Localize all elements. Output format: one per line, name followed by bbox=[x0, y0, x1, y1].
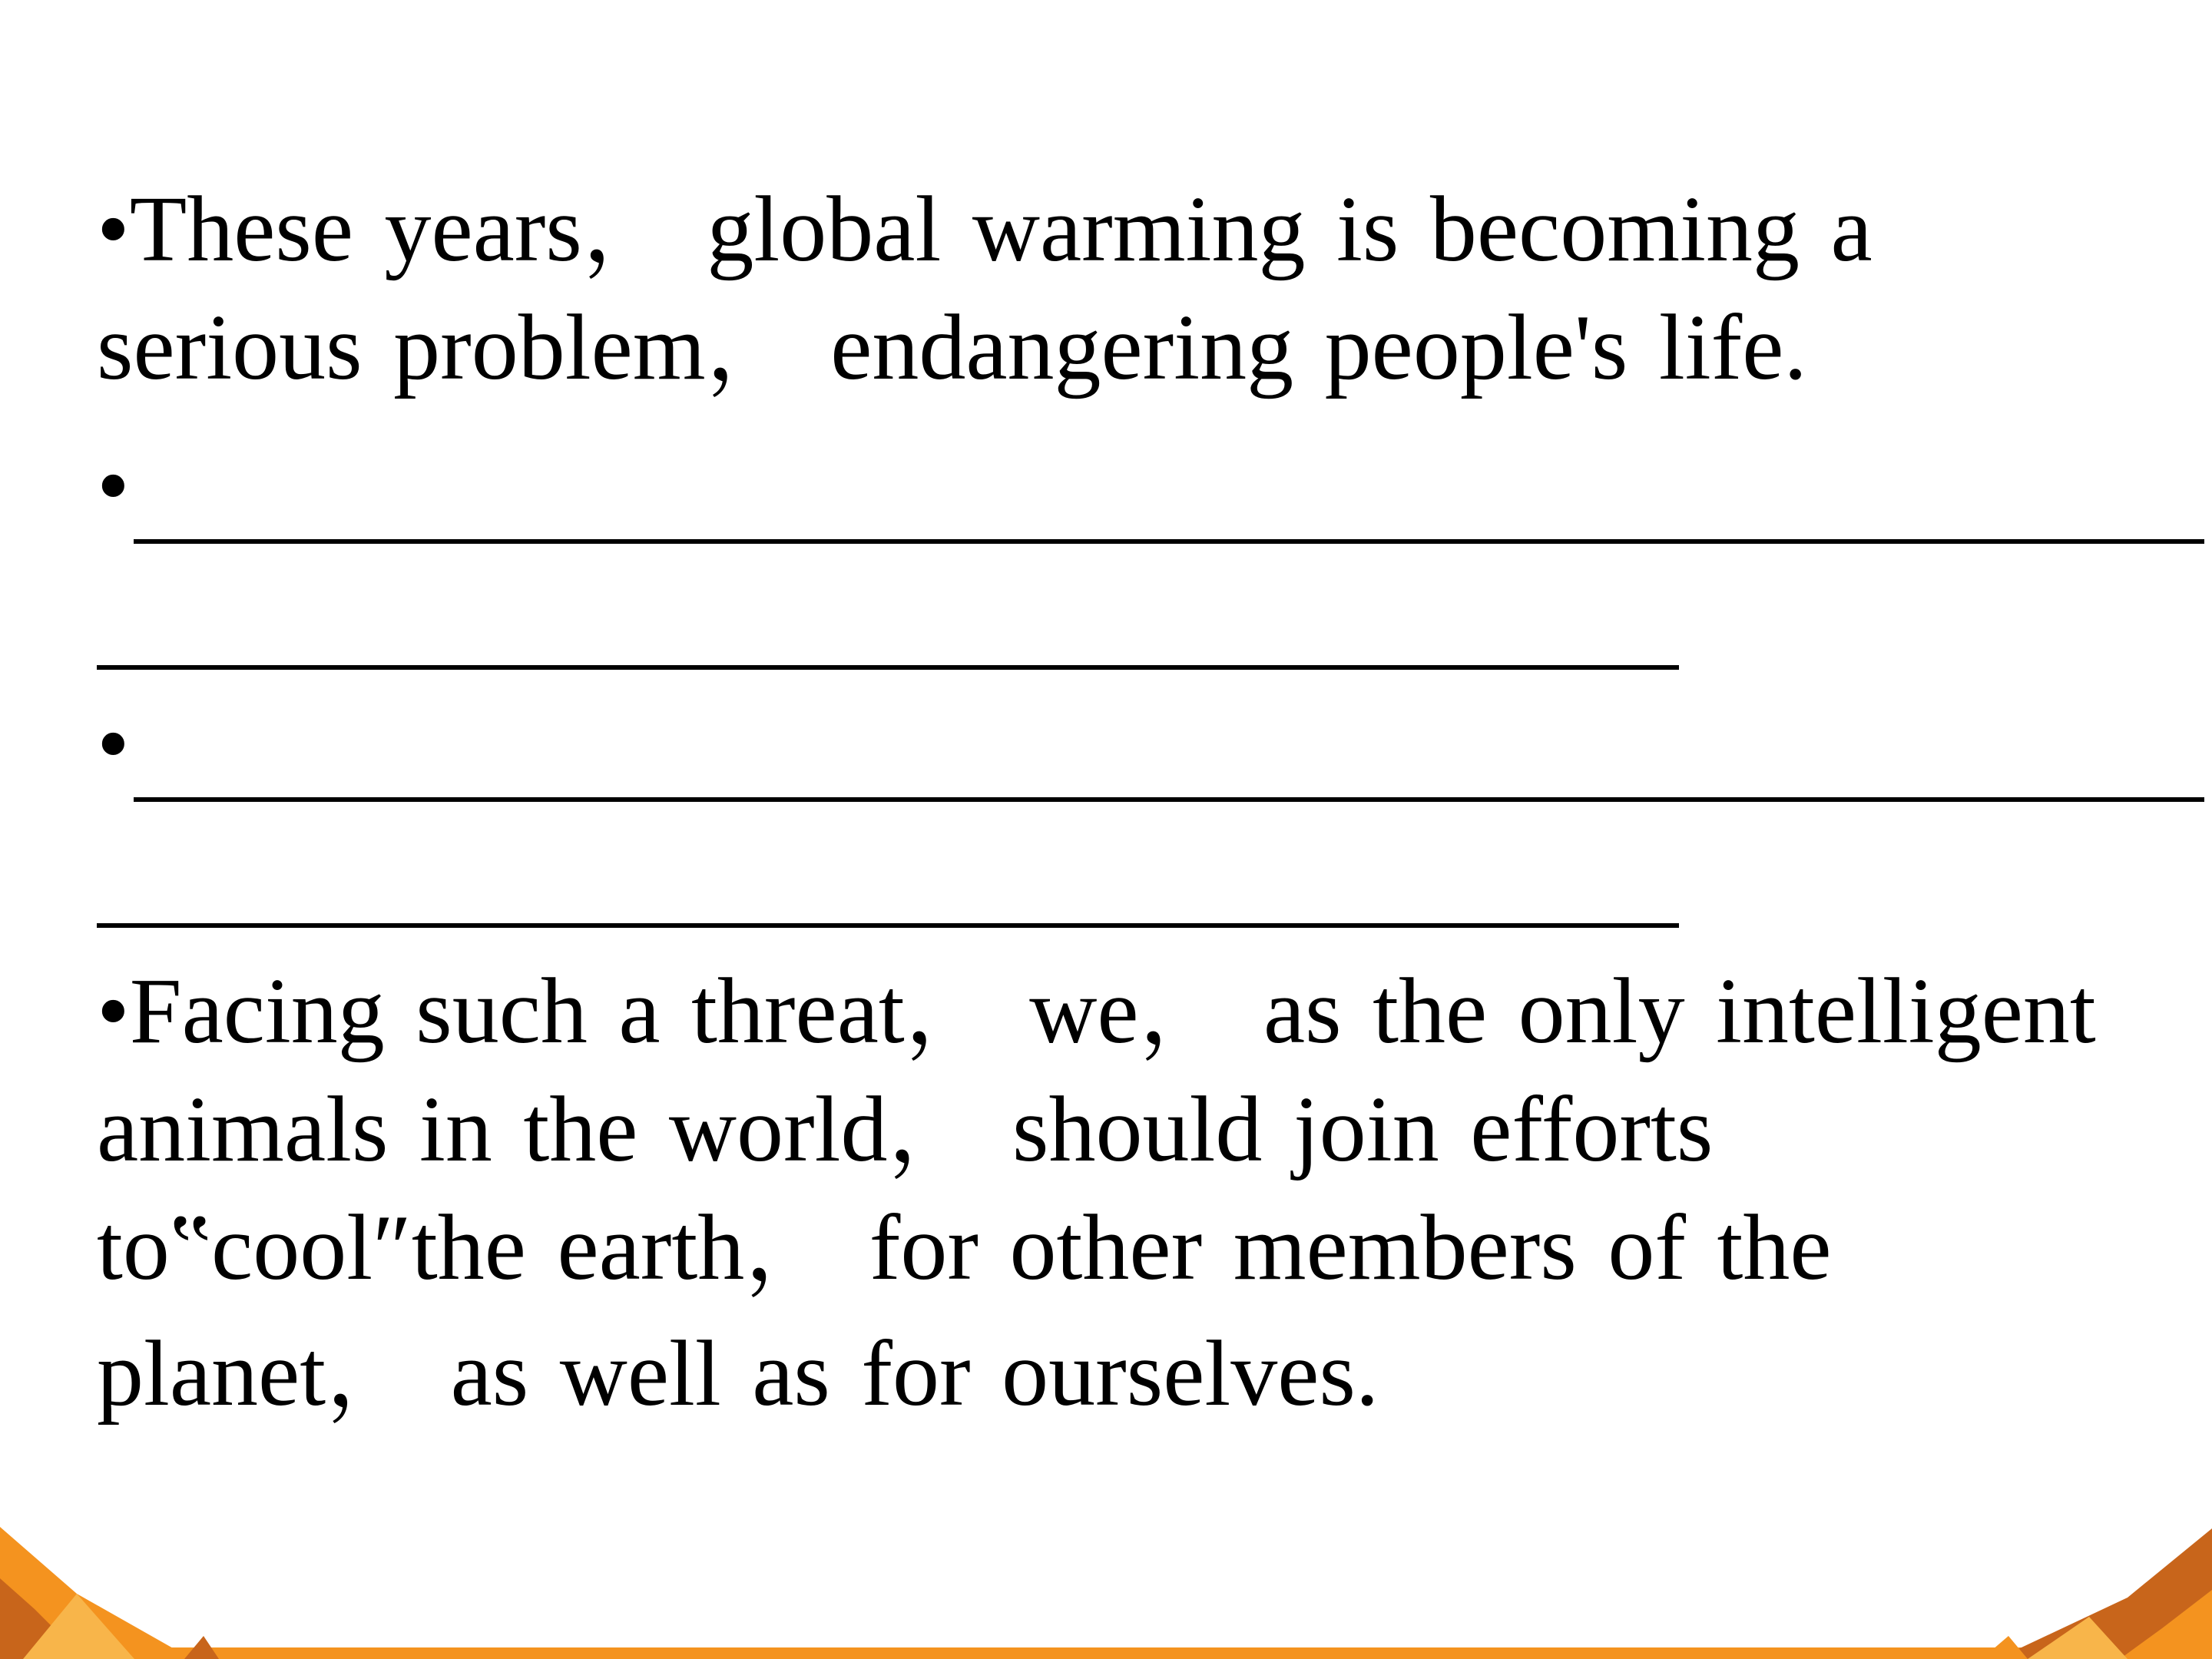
paragraph-line: to‟cool″the earth， for other members of the bbox=[97, 1196, 1832, 1300]
paragraph-line: •Facing such a threat， we， as the only intelligent bbox=[97, 959, 2096, 1063]
paragraph-facing-threat bbox=[97, 952, 2140, 1433]
paragraph-global-warming bbox=[97, 171, 2140, 407]
bullet: • bbox=[97, 692, 130, 796]
paragraph-line: •These years， global warming is becoming a bbox=[97, 177, 1873, 281]
blank-underline bbox=[97, 923, 1679, 928]
paragraph-line: planet， as well as for ourselves. bbox=[97, 1322, 1379, 1426]
blank-underline bbox=[97, 665, 1679, 670]
blank-underline bbox=[134, 539, 2204, 544]
paragraph-line: animals in the world， should join efforts bbox=[97, 1078, 1714, 1181]
blank-underline bbox=[134, 797, 2204, 802]
paragraph-line: serious problem， endangering people's life. bbox=[97, 296, 1807, 399]
decorative-footer-triangles bbox=[0, 1521, 2212, 1659]
slide-body bbox=[97, 171, 2140, 1433]
fill-in-blank-1 bbox=[97, 427, 2140, 682]
bullet: • bbox=[97, 434, 130, 538]
fill-in-blank-2 bbox=[97, 685, 2140, 940]
